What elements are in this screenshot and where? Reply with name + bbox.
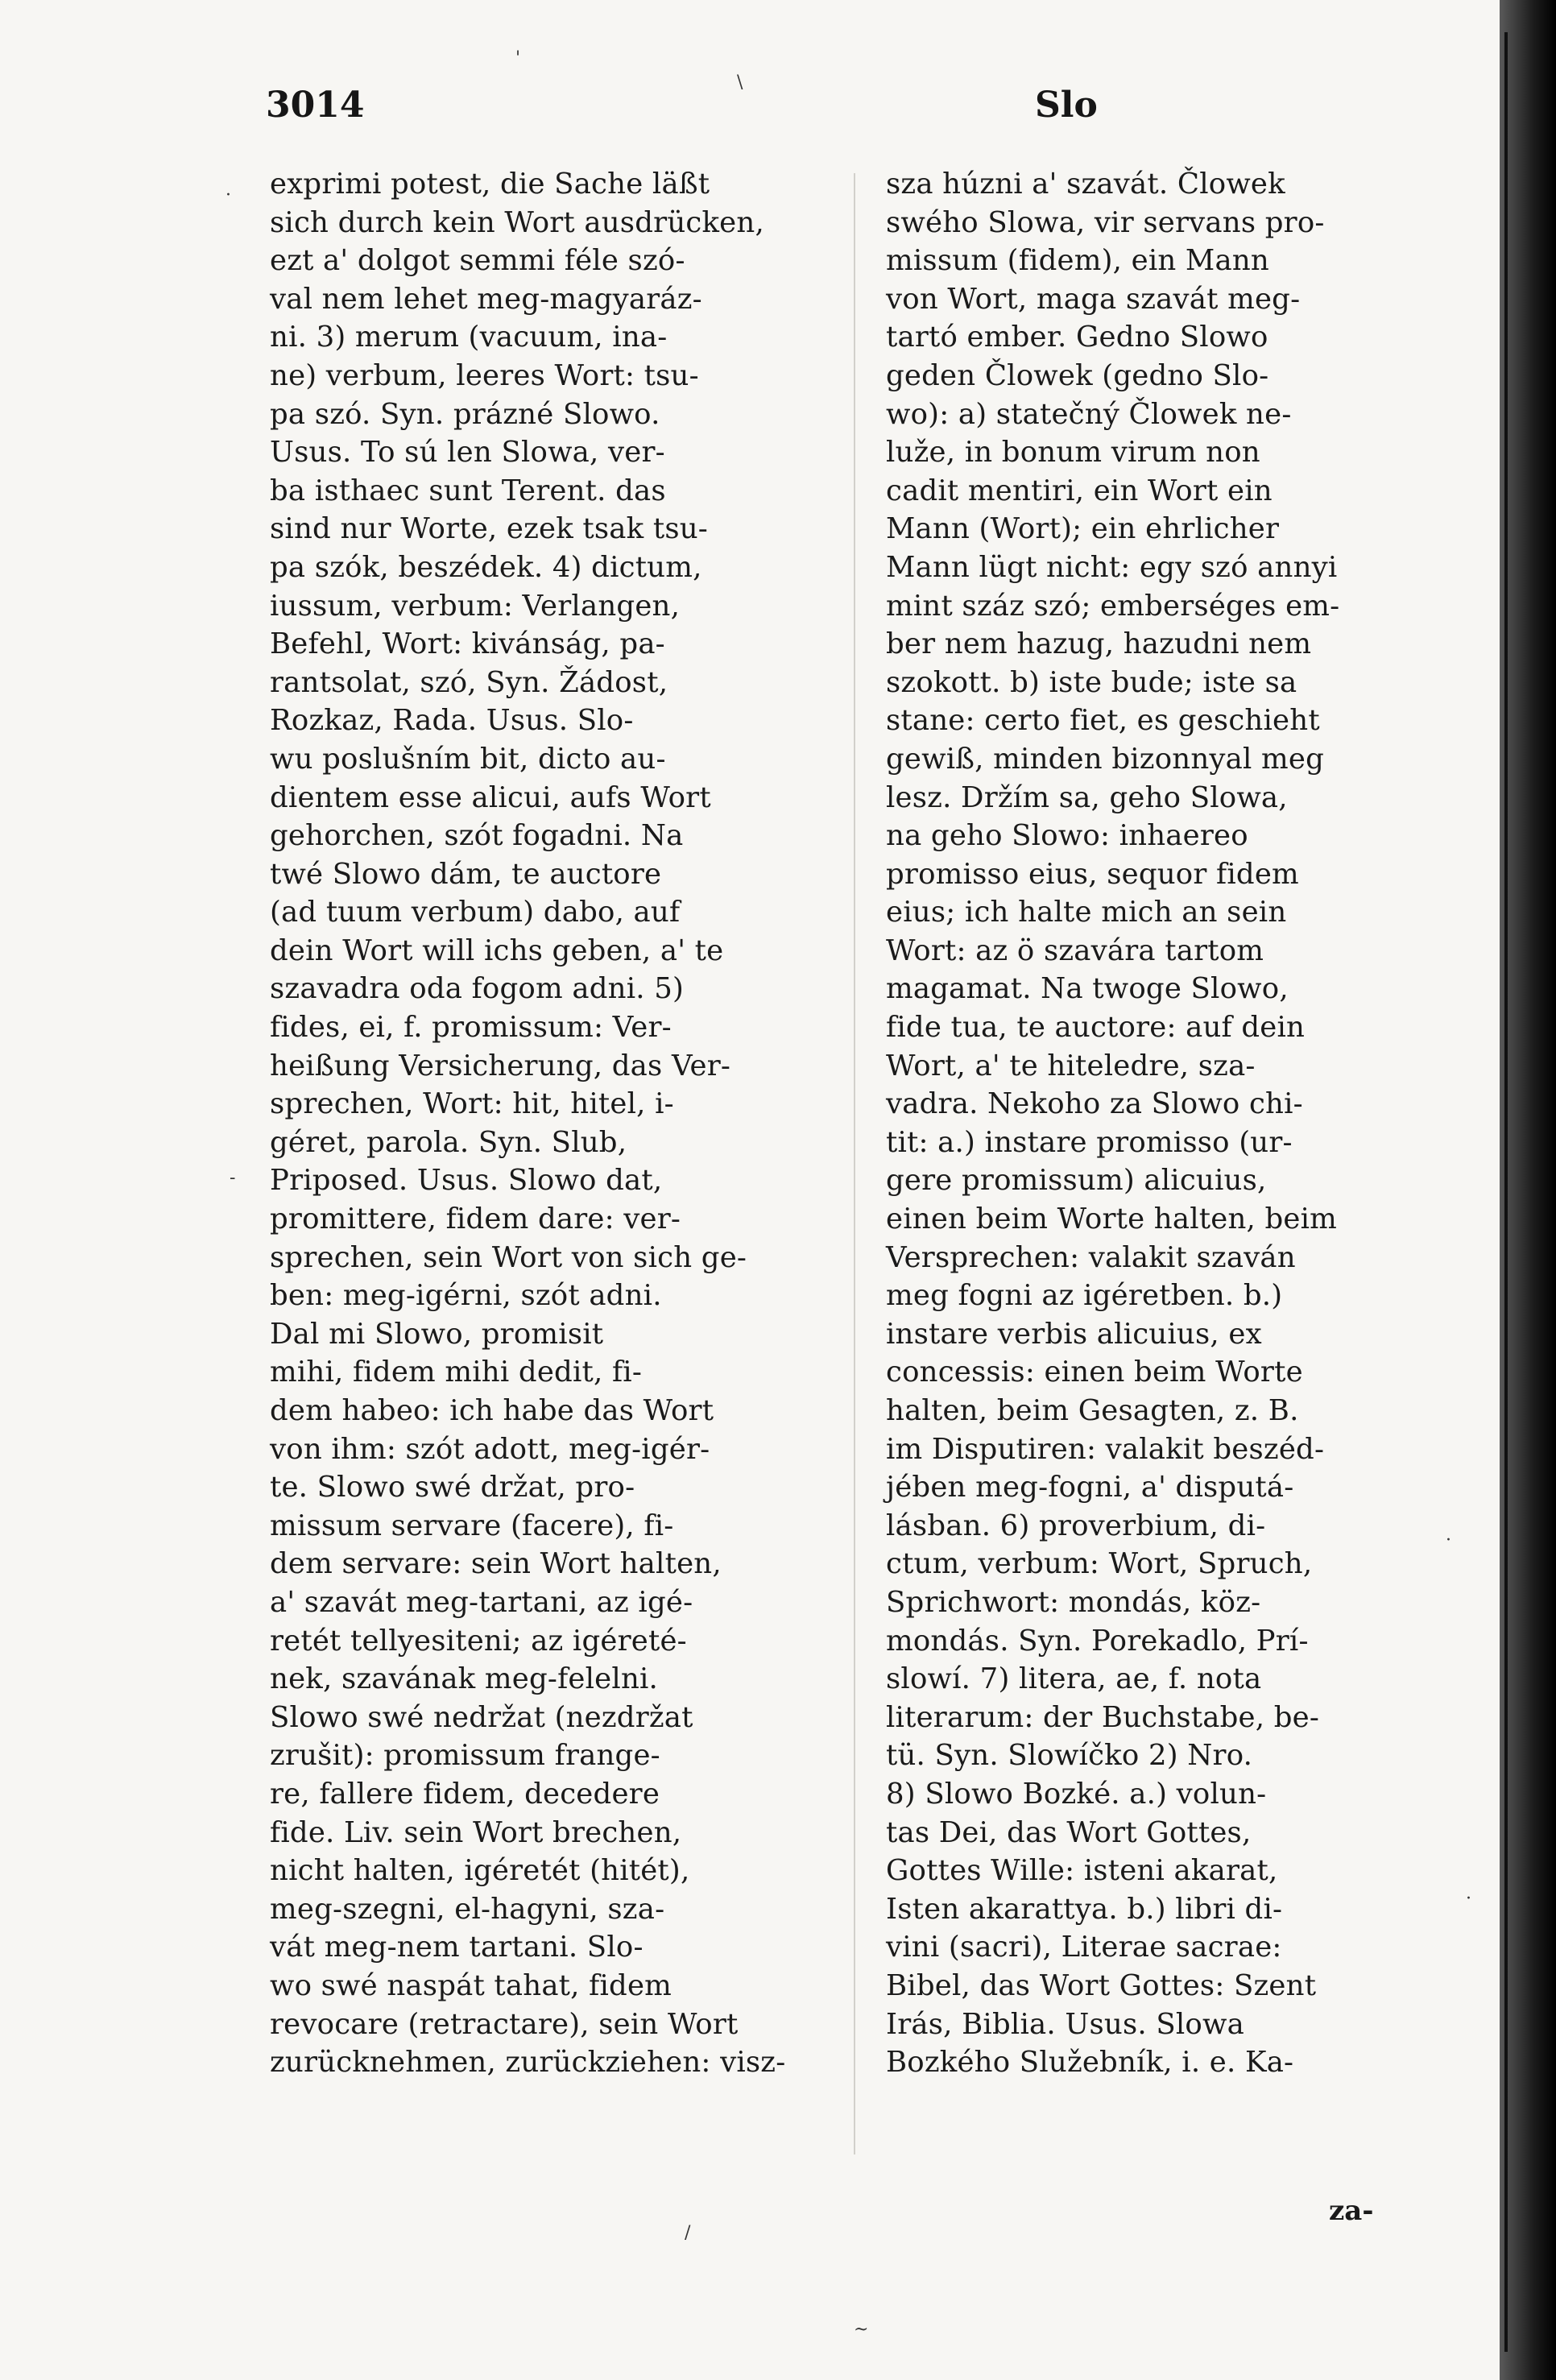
text-line: tit: a.) instare promisso (ur- bbox=[886, 1125, 1293, 1159]
text-line: Rozkaz, Rada. Usus. Slo- bbox=[270, 704, 634, 738]
text-line: sza húzni a' szavát. Člowek bbox=[886, 168, 1285, 201]
text-line: twé Slowo dám, te auctore bbox=[270, 857, 662, 891]
text-line: Bozkého Služebník, i. e. Ka- bbox=[886, 2046, 1294, 2080]
text-line: pa szók, beszédek. 4) dictum, bbox=[270, 550, 702, 584]
text-line: exprimi potest, die Sache läßt bbox=[270, 168, 710, 201]
text-line: sich durch kein Wort ausdrücken, bbox=[270, 205, 764, 239]
text-line: nicht halten, igéretét (hitét), bbox=[270, 1854, 690, 1888]
text-line: gere promissum) alicuius, bbox=[886, 1164, 1267, 1198]
text-line: lásban. 6) proverbium, di- bbox=[886, 1509, 1266, 1542]
page-header bbox=[266, 85, 1377, 133]
text-line: dientem esse alicui, aufs Wort bbox=[270, 780, 711, 814]
left-column bbox=[270, 165, 817, 2179]
text-line: Isten akarattya. b.) libri di- bbox=[886, 1892, 1283, 1926]
text-line: val nem lehet meg-magyaráz- bbox=[270, 282, 702, 316]
text-line: fide. Liv. sein Wort brechen, bbox=[270, 1815, 682, 1849]
text-line: pa szó. Syn. prázné Slowo. bbox=[270, 397, 660, 431]
text-line: sprechen, sein Wort von sich ge- bbox=[270, 1240, 747, 1274]
text-line: geden Člowek (gedno Slo- bbox=[886, 358, 1269, 392]
text-line: te. Slowo swé držat, pro- bbox=[270, 1471, 635, 1505]
text-line: lesz. Držím sa, geho Slowa, bbox=[886, 780, 1288, 814]
text-line: Usus. To sú len Slowa, ver- bbox=[270, 436, 665, 470]
text-line: dem servare: sein Wort halten, bbox=[270, 1547, 722, 1581]
ink-speck: ' bbox=[515, 48, 521, 68]
text-line: ba isthaec sunt Terent. das bbox=[270, 474, 666, 507]
text-line: Befehl, Wort: kivánság, pa- bbox=[270, 627, 665, 661]
text-line: missum servare (facere), fi- bbox=[270, 1509, 674, 1542]
text-line: rantsolat, szó, Syn. Žádost, bbox=[270, 665, 668, 699]
text-line: wo swé naspát tahat, fidem bbox=[270, 1968, 672, 2002]
text-line: tas Dei, das Wort Gottes, bbox=[886, 1815, 1252, 1849]
text-line: vini (sacri), Literae sacrae: bbox=[886, 1931, 1282, 1964]
text-line: nek, szavának meg-felelni. bbox=[270, 1662, 659, 1696]
text-line: zrušit): promissum frange- bbox=[270, 1739, 660, 1773]
ink-speck: \ bbox=[737, 72, 743, 93]
ink-speck: / bbox=[685, 2223, 691, 2243]
text-line: wu poslušním bit, dicto au- bbox=[270, 742, 666, 776]
text-line: sind nur Worte, ezek tsak tsu- bbox=[270, 512, 708, 546]
text-line: fides, ei, f. promissum: Ver- bbox=[270, 1011, 672, 1045]
text-line: Gottes Wille: isteni akarat, bbox=[886, 1854, 1278, 1888]
text-line: szokott. b) iste bude; iste sa bbox=[886, 665, 1297, 699]
text-line: von ihm: szót adott, meg-igér- bbox=[270, 1432, 710, 1466]
text-line: fide tua, te auctore: auf dein bbox=[886, 1011, 1306, 1045]
text-line: 8) Slowo Bozké. a.) volun- bbox=[886, 1777, 1267, 1811]
text-line: concessis: einen beim Worte bbox=[886, 1356, 1303, 1389]
text-line: jében meg-fogni, a' disputá- bbox=[886, 1471, 1294, 1505]
text-line: ezt a' dolgot semmi féle szó- bbox=[270, 244, 685, 278]
text-line: halten, beim Gesagten, z. B. bbox=[886, 1394, 1299, 1427]
text-line: mondás. Syn. Porekadlo, Prí- bbox=[886, 1624, 1309, 1658]
text-line: ctum, verbum: Wort, Spruch, bbox=[886, 1547, 1313, 1581]
text-line: vát meg-nem tartani. Slo- bbox=[270, 1931, 644, 1964]
text-line: Versprechen: valakit szaván bbox=[886, 1240, 1296, 1274]
text-line: vadra. Nekoho za Slowo chi- bbox=[886, 1087, 1303, 1121]
text-line: tü. Syn. Slowíčko 2) Nro. bbox=[886, 1739, 1253, 1773]
ink-speck: · bbox=[226, 185, 231, 205]
text-line: szavadra oda fogom adni. 5) bbox=[270, 972, 685, 1006]
text-line: Priposed. Usus. Slowo dat, bbox=[270, 1164, 663, 1198]
text-line: swého Slowa, vir servans pro- bbox=[886, 205, 1325, 239]
ink-speck: · bbox=[1466, 1889, 1471, 1909]
text-line: revocare (retractare), sein Wort bbox=[270, 2007, 739, 2041]
text-line: wo): a) statečný Člowek ne- bbox=[886, 397, 1292, 431]
text-line: Wort: az ö szavára tartom bbox=[886, 933, 1264, 967]
text-line: slowí. 7) litera, ae, f. nota bbox=[886, 1662, 1262, 1696]
text-line: (ad tuum verbum) dabo, auf bbox=[270, 896, 681, 929]
book-edge bbox=[1500, 0, 1556, 2380]
text-line: sprechen, Wort: hit, hitel, i- bbox=[270, 1087, 674, 1121]
text-line: eius; ich halte mich an sein bbox=[886, 896, 1287, 929]
text-line: zurücknehmen, zurückziehen: visz- bbox=[270, 2046, 786, 2080]
text-line: dein Wort will ichs geben, a' te bbox=[270, 933, 724, 967]
text-line: einen beim Worte halten, beim bbox=[886, 1202, 1338, 1236]
text-line: re, fallere fidem, decedere bbox=[270, 1777, 660, 1811]
text-line: von Wort, maga szavát meg- bbox=[886, 282, 1301, 316]
text-line: dem habeo: ich habe das Wort bbox=[270, 1394, 714, 1427]
text-line: stane: certo fiet, es geschieht bbox=[886, 704, 1320, 738]
text-line: mihi, fidem mihi dedit, fi- bbox=[270, 1356, 643, 1389]
text-line: Slowo swé nedržat (nezdržat bbox=[270, 1700, 693, 1734]
text-line: na geho Slowo: inhaereo bbox=[886, 819, 1248, 853]
text-line: meg fogni az igéretben. b.) bbox=[886, 1279, 1283, 1313]
text-line: magamat. Na twoge Slowo, bbox=[886, 972, 1289, 1006]
text-line: ne) verbum, leeres Wort: tsu- bbox=[270, 358, 699, 392]
text-line: ber nem hazug, hazudni nem bbox=[886, 627, 1312, 661]
text-line: missum (fidem), ein Mann bbox=[886, 244, 1269, 278]
page-number: 3014 bbox=[266, 85, 365, 126]
text-line: Wort, a' te hiteledre, sza- bbox=[886, 1049, 1256, 1082]
text-line: ni. 3) merum (vacuum, ina- bbox=[270, 321, 668, 354]
text-line: tartó ember. Gedno Slowo bbox=[886, 321, 1268, 354]
text-line: retét tellyesiteni; az igéreté- bbox=[270, 1624, 687, 1658]
ink-speck: - bbox=[230, 1168, 236, 1188]
text-line: gehorchen, szót fogadni. Na bbox=[270, 819, 684, 853]
text-line: a' szavát meg-tartani, az igé- bbox=[270, 1585, 693, 1619]
text-line: Bibel, das Wort Gottes: Szent bbox=[886, 1968, 1317, 2002]
ink-speck: · bbox=[1446, 1530, 1451, 1550]
ink-speck: ~ bbox=[854, 2320, 869, 2340]
text-line: Sprichwort: mondás, köz- bbox=[886, 1585, 1261, 1619]
text-line: géret, parola. Syn. Slub, bbox=[270, 1125, 627, 1159]
text-line: luže, in bonum virum non bbox=[886, 436, 1260, 470]
text-line: promisso eius, sequor fidem bbox=[886, 857, 1299, 891]
text-line: im Disputiren: valakit beszéd- bbox=[886, 1432, 1325, 1466]
text-line: Irás, Biblia. Usus. Slowa bbox=[886, 2007, 1244, 2041]
text-line: iussum, verbum: Verlangen, bbox=[270, 589, 681, 623]
text-line: promittere, fidem dare: ver- bbox=[270, 1202, 681, 1236]
text-line: Dal mi Slowo, promisit bbox=[270, 1317, 604, 1351]
text-line: instare verbis alicuius, ex bbox=[886, 1317, 1262, 1351]
page-border-line bbox=[1504, 32, 1508, 2352]
catchword: za- bbox=[1329, 2195, 1374, 2227]
text-line: Mann lügt nicht: egy szó annyi bbox=[886, 550, 1338, 584]
text-line: literarum: der Buchstabe, be- bbox=[886, 1700, 1320, 1734]
right-column bbox=[886, 165, 1434, 2179]
text-line: meg-szegni, el-hagyni, sza- bbox=[270, 1892, 665, 1926]
text-line: Mann (Wort); ein ehrlicher bbox=[886, 512, 1280, 546]
text-line: heißung Versicherung, das Ver- bbox=[270, 1049, 731, 1082]
text-line: cadit mentiri, ein Wort ein bbox=[886, 474, 1273, 507]
text-line: gewiß, minden bizonnyal meg bbox=[886, 742, 1325, 776]
text-line: ben: meg-igérni, szót adni. bbox=[270, 1279, 662, 1313]
running-head: Slo bbox=[1035, 85, 1098, 126]
column-divider bbox=[854, 173, 855, 2154]
text-line: mint száz szó; emberséges em- bbox=[886, 589, 1340, 623]
